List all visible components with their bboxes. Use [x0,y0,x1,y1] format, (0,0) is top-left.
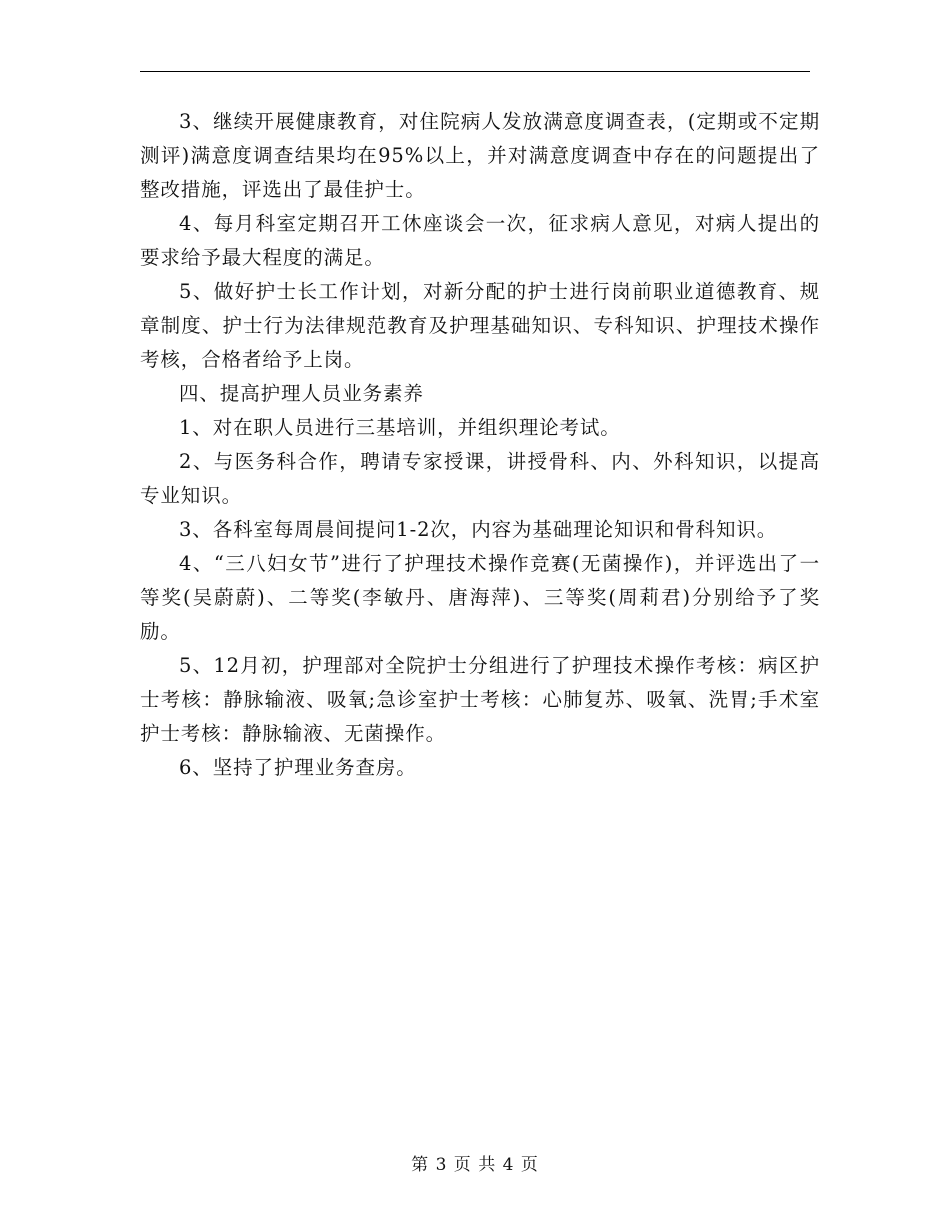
header-rule [140,71,810,72]
paragraph-satisfaction-survey: 3、继续开展健康教育，对住院病人发放满意度调查表，(定期或不定期测评)满意度调查结果均在95%以上，并对满意度调查中存在的问题提出了整改措施，评选出了最佳护士。 [140,110,820,201]
paragraph-ward-rounds: 6、坚持了护理业务查房。 [179,756,417,779]
paragraph-basic-training: 1、对在职人员进行三基培训，并组织理论考试。 [179,416,621,439]
paragraph-head-nurse-plan: 5、做好护士长工作计划，对新分配的护士进行岗前职业道德教育、规章制度、护士行为法律规范教育及护理基础知识、专科知识、护理技术操作考核，合格者给予上岗。 [140,280,820,371]
paragraph-patient-forum: 4、每月科室定期召开工休座谈会一次，征求病人意见，对病人提出的要求给予最大程度的满足。 [140,212,820,269]
page-number-label: 第 3 页 共 4 页 [411,1155,539,1175]
paragraph-morning-questions: 3、各科室每周晨间提问1-2次，内容为基础理论知识和骨科知识。 [179,518,778,541]
section-heading-improve-quality: 四、提高护理人员业务素养 [179,382,424,405]
paragraph-skill-competition: 4、“三八妇女节”进行了护理技术操作竞赛(无菌操作)，并评选出了一等奖(吴蔚蔚)、二等奖(李敏丹、唐海萍)、三等奖(周莉君)分别给予了奖励。 [140,552,820,643]
document-body [140,105,820,785]
paragraph-expert-lectures: 2、与医务科合作，聘请专家授课，讲授骨科、内、外科知识，以提高专业知识。 [140,450,820,507]
paragraph-december-assessment: 5、12月初，护理部对全院护士分组进行了护理技术操作考核：病区护士考核：静脉输液、吸氧;急诊室护士考核：心肺复苏、吸氧、洗胃;手术室护士考核：静脉输液、无菌操作。 [140,654,820,745]
page-footer [0,1154,950,1176]
